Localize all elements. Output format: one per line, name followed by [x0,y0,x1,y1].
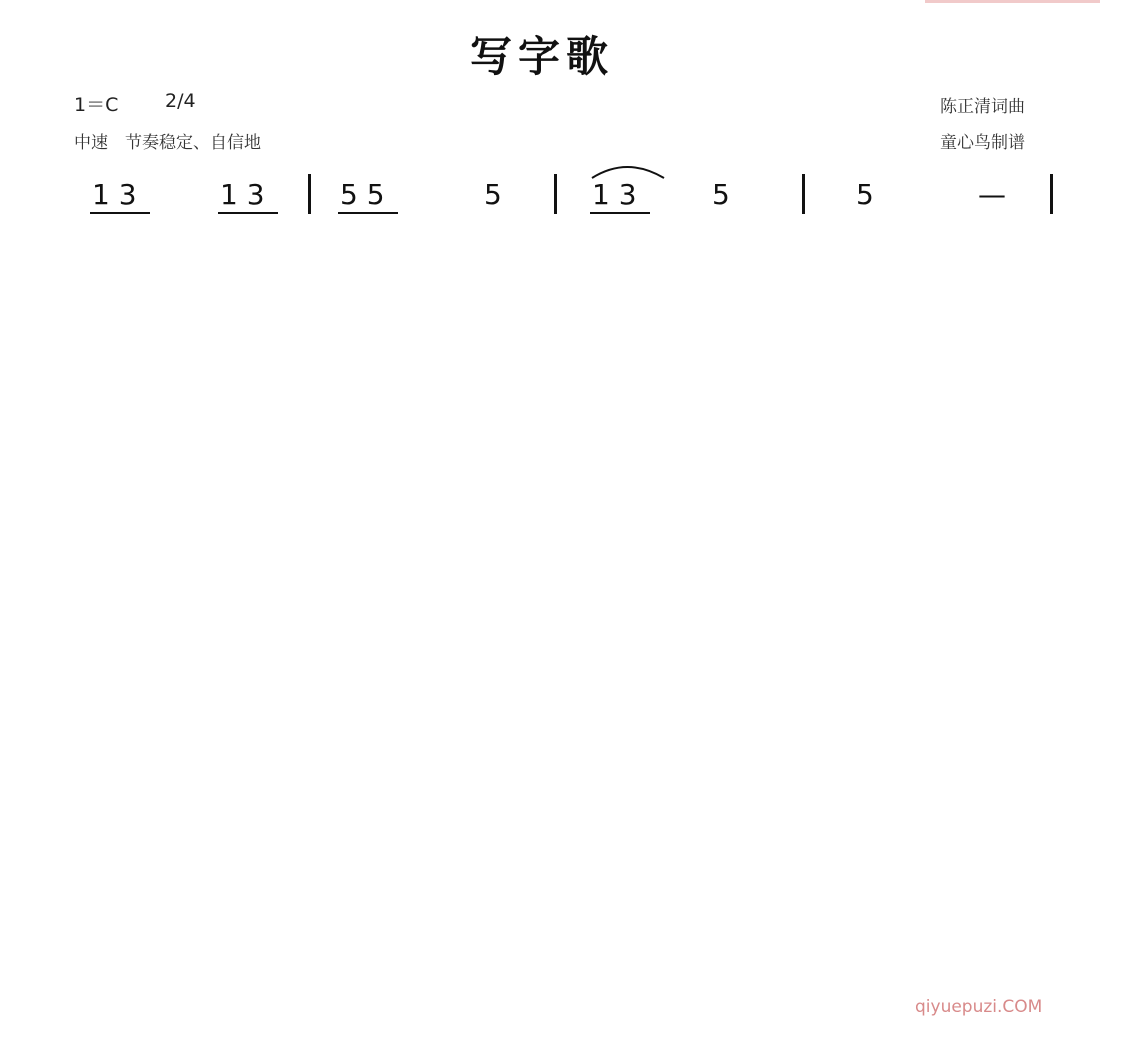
beam-underline [218,212,278,214]
note: 1 3 [220,178,265,211]
barline [308,174,311,214]
composer-credit: 陈正清词曲 [940,97,1025,117]
watermark: qiyuepuzi.COM [915,997,1043,1017]
note: 5 [484,178,502,211]
key-signature: 1＝C [74,94,119,116]
barline [1050,174,1053,214]
barline [802,174,805,214]
note: — [978,178,1006,211]
beam-underline [90,212,150,214]
note: 1 3 [92,178,137,211]
note: 5 5 [340,178,385,211]
beam-underline [338,212,398,214]
transcriber-credit: 童心鸟制谱 [940,133,1025,153]
tempo-marking: 中速 节奏稳定、自信地 [74,133,261,153]
top-decoration [925,0,1100,3]
barline [554,174,557,214]
slur [590,160,668,180]
note: 1 3 [592,178,637,211]
beam-underline [590,212,650,214]
page-title: 写字歌 [470,32,615,81]
note: 5 [856,178,874,211]
note: 5 [712,178,730,211]
time-signature: 2/4 [165,90,196,112]
slur-arc [592,167,664,178]
